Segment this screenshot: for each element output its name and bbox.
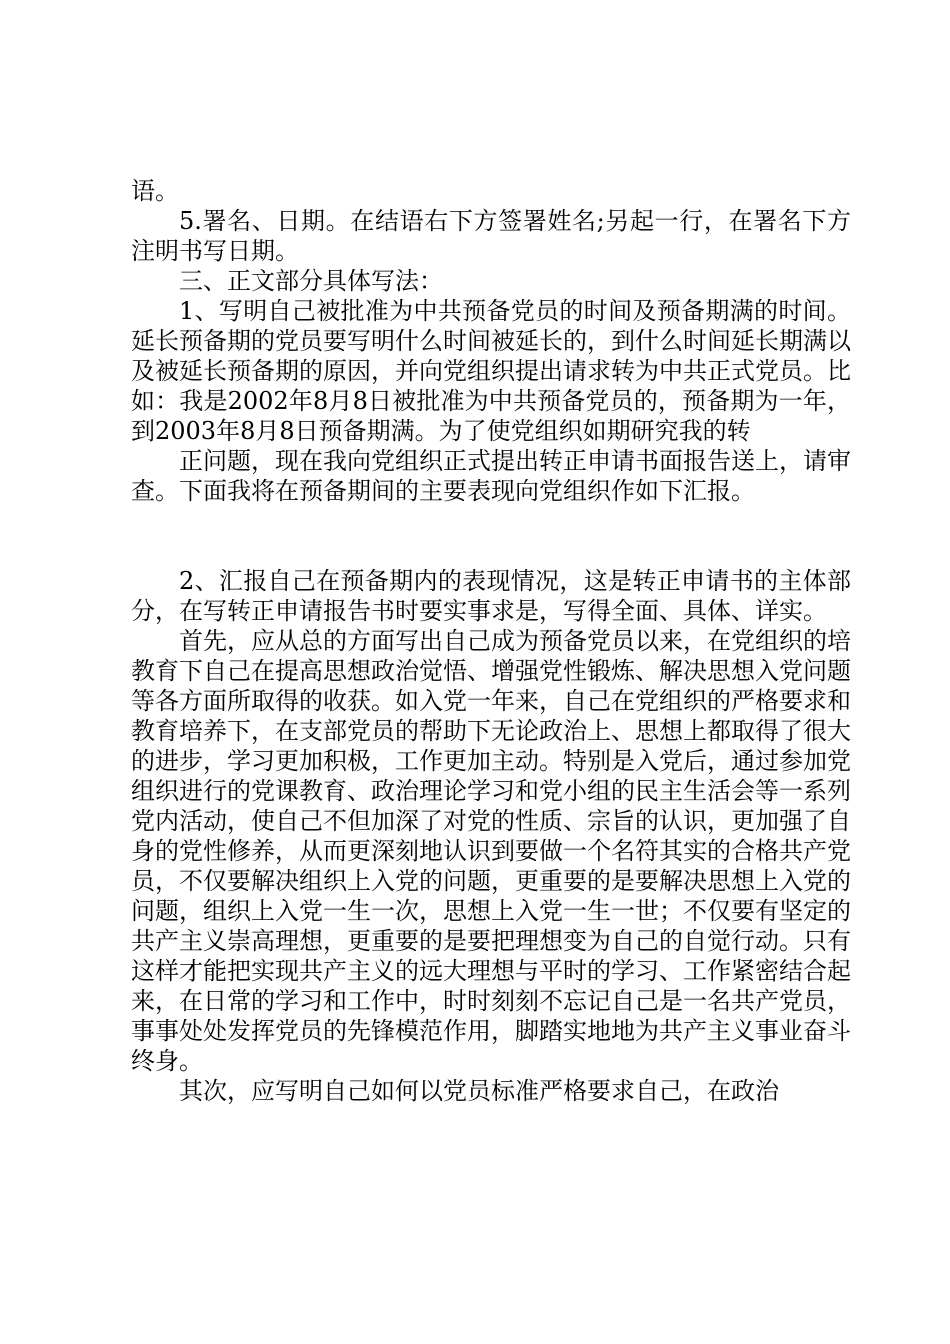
- paragraph-closing-fragment: 语。: [131, 177, 179, 205]
- paragraph-second-standards: 其次，应写明自己如何以党员标准严格要求自己，在政治: [179, 1077, 779, 1105]
- paragraph-approval-time: 1、写明自己被批准为中共预备党员的时间及预备期满的时间。延长预备期的党员要写明什么时间被延长的，到什么时间延长期满以及被延长预备期的原因，并向党组织提出请求转为中共正式党员。比如：我是2002年8月8日被批准为中共预备党员的，预备期为一年，到2003年8月8日预备期满。为了使党组织如期研究我的转: [131, 297, 851, 445]
- paragraph-probation-report: 2、汇报自己在预备期内的表现情况，这是转正申请书的主体部分，在写转正申请报告书时要实事求是，写得全面、具体、详实。: [131, 567, 851, 625]
- document-page: [131, 176, 851, 1106]
- paragraph-first-overall: 首先，应从总的方面写出自己成为预备党员以来，在党组织的培教育下自己在提高思想政治觉悟、增强党性锻炼、解决思想入党问题等各方面所取得的收获。如入党一年来，自己在党组织的严格要求和教育培养下，在支部党员的帮助下无论政治上、思想上都取得了很大的进步，学习更加积极，工作更加主动。特别是入党后，通过参加党组织进行的党课教育、政治理论学习和党小组的民主生活会等一系列党内活动，使自己不但加深了对党的性质、宗旨的认识，更加强了自身的党性修养，从而更深刻地认识到要做一个名符其实的合格共产党员，不仅要解决组织上入党的问题，更重要的是要解决思想上入党的问题，组织上入党一生一次，思想上入党一生一世；不仅要有坚定的共产主义崇高理想，更重要的是要把理想变为自己的自觉行动。只有这样才能把实现共产主义的远大理想与平时的学习、工作紧密结合起来，在日常的学习和工作中，时时刻刻不忘记自己是一名共产党员，事事处处发挥党员的先锋模范作用，脚踏实地地为共产主义事业奋斗终身。: [131, 627, 851, 1075]
- section-heading-body-writing: 三、正文部分具体写法：: [179, 267, 443, 295]
- paragraph-spacer: [131, 506, 851, 566]
- paragraph-signature-date: 5.署名、日期。在结语右下方签署姓名;另起一行，在署名下方注明书写日期。: [131, 207, 851, 265]
- paragraph-formal-request: 正问题，现在我向党组织正式提出转正申请书面报告送上，请审查。下面我将在预备期间的主要表现向党组织作如下汇报。: [131, 447, 851, 505]
